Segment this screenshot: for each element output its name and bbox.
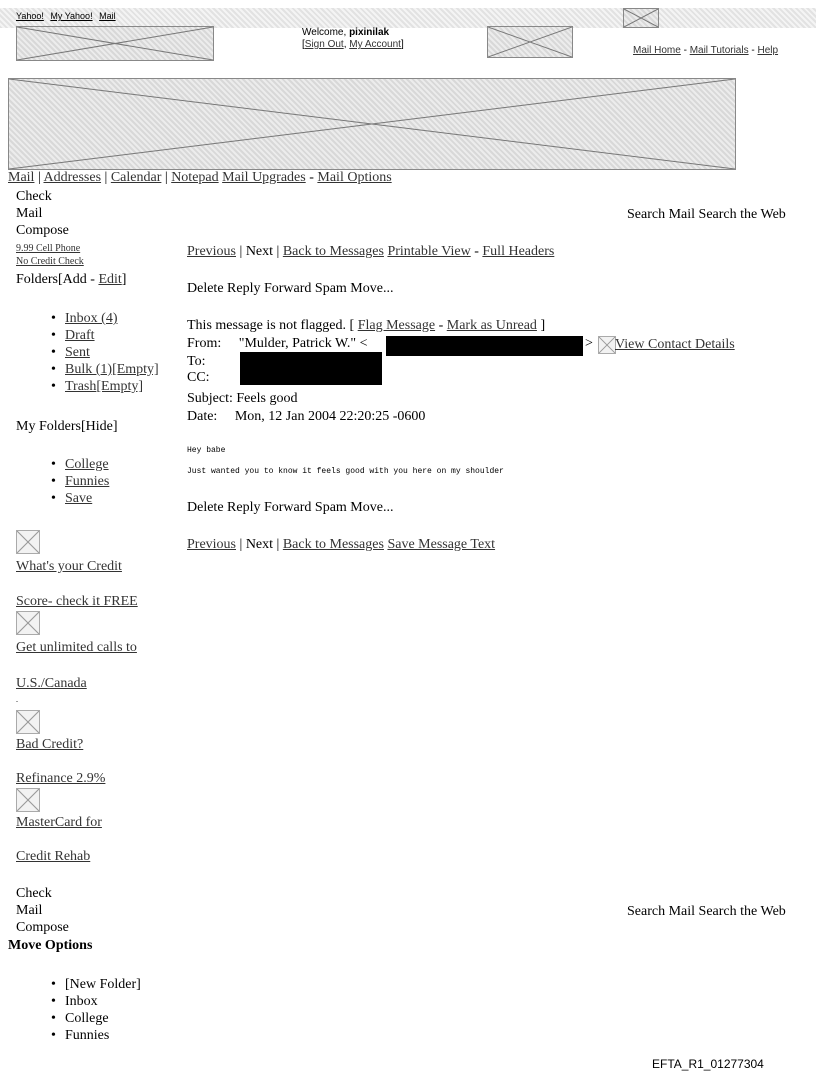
promo-no-credit-link[interactable]: No Credit Check <box>16 256 84 267</box>
search-web-button[interactable]: Search the Web <box>698 207 786 222</box>
date-row <box>187 409 425 425</box>
check-mail-button[interactable]: Check Mail <box>16 886 52 918</box>
sign-out-link[interactable]: Sign Out <box>304 39 344 50</box>
redaction-bar <box>240 352 382 385</box>
bracket-close: ] <box>121 272 127 287</box>
from-label: From: <box>187 336 222 351</box>
my-account-link[interactable]: My Account <box>349 39 401 50</box>
header-links <box>633 45 778 56</box>
compose-button[interactable]: Compose <box>16 223 69 238</box>
folder-college[interactable]: • College <box>51 456 109 473</box>
subject-row <box>187 391 297 407</box>
check-mail-button[interactable]: Check Mail <box>16 189 52 221</box>
my-yahoo-link[interactable]: My Yahoo! <box>50 11 93 21</box>
ad-mastercard-link[interactable]: MasterCard for <box>16 815 102 830</box>
date-value: Mon, 12 Jan 2004 22:20:25 -0600 <box>234 409 426 424</box>
from-value: "Mulder, Patrick W." < <box>238 336 368 351</box>
folder-sent[interactable]: • Sent <box>51 344 159 361</box>
previous-link[interactable]: Previous <box>187 244 236 259</box>
nav-mail-options[interactable]: Mail Options <box>317 170 392 185</box>
search-mail-button[interactable]: Search Mail <box>627 904 696 919</box>
separator: - <box>680 45 690 56</box>
contact-card-icon <box>598 336 616 354</box>
date-label: Date: <box>187 409 218 424</box>
subject-label: Subject: <box>187 391 233 406</box>
yahoo-link[interactable]: Yahoo! <box>16 11 44 21</box>
folder-draft[interactable]: • Draft <box>51 327 159 344</box>
edit-folders-link[interactable]: Edit <box>98 272 122 287</box>
move-inbox[interactable]: • Inbox <box>51 993 141 1010</box>
redaction-bar <box>386 336 583 356</box>
add-folder-button[interactable]: [Add - <box>58 272 99 287</box>
search-buttons <box>627 207 786 223</box>
cc-label: CC: <box>187 370 210 385</box>
ad-credit-link-1[interactable]: What's your Credit <box>16 559 122 574</box>
message-nav-top: Previous | Next | Back to Messages Printable View - Full Headers <box>187 244 555 259</box>
ad-credit-link-2[interactable]: Score- check it FREE <box>16 594 138 609</box>
sidebar-promo <box>16 242 84 268</box>
flag-line: This message is not flagged. [ Flag Message - Mark as Unread ] <box>187 318 546 333</box>
move-options-list <box>51 976 141 1044</box>
flag-message-link[interactable]: Flag Message <box>357 318 436 333</box>
logo-placeholder-icon <box>16 26 214 61</box>
ad-placeholder-icon <box>487 26 573 58</box>
my-folders-heading[interactable]: My Folders[Hide] <box>16 419 118 434</box>
move-new-folder[interactable]: • [New Folder] <box>51 976 141 993</box>
next-label: Next <box>245 244 274 259</box>
ad-credit-rehab-link[interactable]: Credit Rehab <box>16 849 91 864</box>
top-bar <box>0 8 816 28</box>
promo-cell-phone-link[interactable]: 9.99 Cell Phone <box>16 243 81 254</box>
folder-list <box>51 310 159 395</box>
comma: , <box>343 39 350 50</box>
from-end: > <box>585 336 593 351</box>
header-image-placeholder-icon <box>623 8 659 28</box>
mail-link[interactable]: Mail <box>99 11 116 21</box>
save-message-text-link[interactable]: Save Message Text <box>387 537 496 552</box>
welcome-prefix: Welcome, <box>302 27 350 38</box>
subject-value: Feels good <box>236 391 298 406</box>
mail-tutorials-link[interactable]: Mail Tutorials <box>689 45 749 56</box>
back-to-messages-link[interactable]: Back to Messages <box>282 244 384 259</box>
from-row <box>187 336 368 352</box>
move-funnies[interactable]: • Funnies <box>51 1027 141 1044</box>
search-web-button[interactable]: Search the Web <box>698 904 786 919</box>
full-headers-link[interactable]: Full Headers <box>482 244 555 259</box>
ad-bad-credit-link[interactable]: Bad Credit? <box>16 737 84 752</box>
search-mail-button[interactable]: Search Mail <box>627 207 696 222</box>
search-buttons-bottom <box>627 904 786 920</box>
ad-image-icon <box>16 530 40 554</box>
footer-actions <box>16 885 69 936</box>
flag-status: This message is not flagged. [ <box>187 318 358 333</box>
separator: - <box>748 45 758 56</box>
ad-calls-link-2[interactable]: U.S./Canada <box>16 676 87 691</box>
mark-unread-link[interactable]: Mark as Unread <box>446 318 537 333</box>
move-options-heading: Move Options <box>8 938 93 953</box>
empty-trash-link[interactable]: [Empty] <box>96 379 144 394</box>
view-contact-details-link[interactable]: View Contact Details <box>615 337 735 352</box>
folders-heading <box>16 272 126 288</box>
to-label: To: <box>187 354 206 369</box>
back-to-messages-link[interactable]: Back to Messages <box>282 537 384 552</box>
ad-image-icon <box>16 611 40 635</box>
main-nav: Mail | Addresses | Calendar | Notepad Mail Upgrades - Mail Options <box>8 170 392 185</box>
sidebar-actions <box>16 188 69 239</box>
action-bar-bottom[interactable]: Delete Reply Forward Spam Move... <box>187 500 394 515</box>
folders-label: Folders <box>16 272 58 287</box>
help-link[interactable]: Help <box>757 45 779 56</box>
message-body-line-2: Just wanted you to know it feels good with you here on my shoulder <box>187 467 504 476</box>
banner-placeholder-icon <box>8 78 736 170</box>
move-college[interactable]: • College <box>51 1010 141 1027</box>
my-folders-list <box>51 456 109 507</box>
dot: . <box>16 695 18 704</box>
document-id: EFTA_R1_01277304 <box>652 1057 764 1071</box>
folder-trash[interactable]: • Trash[Empty] <box>51 378 159 395</box>
next-label: Next <box>245 537 274 552</box>
username: pixinilak <box>349 27 390 38</box>
action-bar-top[interactable]: Delete Reply Forward Spam Move... <box>187 281 394 296</box>
nav-addresses[interactable]: Addresses <box>43 170 102 185</box>
folder-funnies[interactable]: • Funnies <box>51 473 109 490</box>
ad-image-icon <box>16 788 40 812</box>
ad-calls-link-1[interactable]: Get unlimited calls to <box>16 640 137 655</box>
message-body-line-1: Hey babe <box>187 446 226 455</box>
empty-bulk-link[interactable]: [Empty] <box>112 362 159 377</box>
welcome-block <box>302 27 404 51</box>
nav-calendar[interactable]: Calendar <box>110 170 162 185</box>
message-nav-bottom: Previous | Next | Back to Messages Save Message Text <box>187 537 496 552</box>
folder-inbox[interactable]: • Inbox (4) <box>51 310 159 327</box>
bracket-open: [ <box>302 39 305 50</box>
ad-refinance-link[interactable]: Refinance 2.9% <box>16 771 106 786</box>
top-nav <box>16 11 116 21</box>
mail-home-link[interactable]: Mail Home <box>633 45 681 56</box>
nav-mail-upgrades[interactable]: Mail Upgrades <box>222 170 306 185</box>
nav-mail[interactable]: Mail <box>8 170 35 185</box>
compose-button[interactable]: Compose <box>16 920 69 935</box>
printable-view-link[interactable]: Printable View <box>387 244 471 259</box>
folder-save[interactable]: • Save <box>51 490 109 507</box>
bracket-close: ] <box>400 39 404 50</box>
nav-notepad[interactable]: Notepad <box>171 170 219 185</box>
previous-link[interactable]: Previous <box>187 537 236 552</box>
folder-bulk[interactable]: • Bulk (1)[Empty] <box>51 361 159 378</box>
ad-image-icon <box>16 710 40 734</box>
